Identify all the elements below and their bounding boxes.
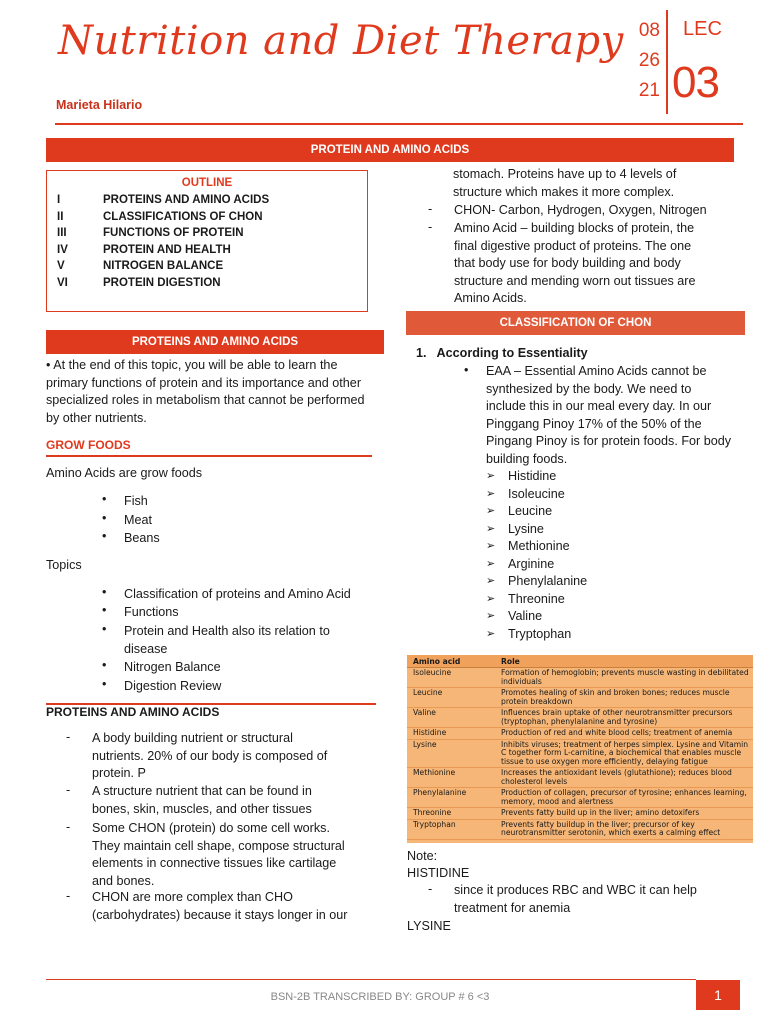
list-item-text: Functions xyxy=(124,605,179,619)
lecture-label: LEC xyxy=(683,18,722,40)
table-header: Role xyxy=(495,655,753,668)
outline-box xyxy=(46,170,368,312)
table-cell: Isoleucine xyxy=(407,668,495,688)
list-item-text: Phenylalanine xyxy=(508,574,588,588)
table-row xyxy=(407,708,753,728)
outline-item-number: VI xyxy=(57,276,68,289)
table-cell: Inhibits viruses; treatment of herpes simplex. Lysine and Vitamin C together form L-carnitine, a biochemical that enables muscle tissue to use oxygen more efficiently, delaying fatigue xyxy=(495,739,753,768)
outline-item-number: V xyxy=(57,260,65,272)
table-header-row xyxy=(407,655,753,668)
table-cell: Production of collagen, precursor of tyrosine; enhances learning, memory, mood and alertness xyxy=(495,788,753,808)
table-header: Amino acid xyxy=(407,655,495,668)
table-cell: Methionine xyxy=(407,768,495,788)
outline-item-text: PROTEIN AND HEALTH xyxy=(103,243,231,256)
table-row xyxy=(407,728,753,740)
table-cell: Prevents fatty buildup in the liver; precursor of key neurotransmitter serotonin, which exerts a calming effect xyxy=(495,819,753,839)
list-item-text: Some CHON (protein) do some cell works. They maintain cell shape, compose structural elements in connective tissues like cartilage and bones. xyxy=(92,821,345,888)
outline-item-text: FUNCTIONS OF PROTEIN xyxy=(103,227,244,239)
table-cell: Formation of hemoglobin; prevents muscle wasting in debilitated individuals xyxy=(495,668,753,688)
note-label: Note: xyxy=(407,849,438,863)
list-item-text: Lysine xyxy=(508,522,544,536)
list-item-text: Tryptophan xyxy=(508,627,572,641)
list-item-text: Leucine xyxy=(508,504,553,518)
outline-item-text: PROTEIN DIGESTION xyxy=(103,276,221,289)
list-item-text: Nitrogen Balance xyxy=(124,660,221,674)
table-cell: Histidine xyxy=(407,728,495,740)
outline-item-text: CLASSIFICATIONS OF CHON xyxy=(103,210,263,223)
outline-item-number: IV xyxy=(57,243,68,256)
footer-rule xyxy=(46,979,696,980)
list-item-text: Protein and Health also its relation to disease xyxy=(124,624,330,656)
intro-paragraph: • At the end of this topic, you will be able to learn the primary functions of protein and its importance and other specialized roles in metabolism that cannot be performed by other nutrients. xyxy=(46,358,365,425)
outline-title: OUTLINE xyxy=(181,177,233,189)
outline-item-number: I xyxy=(57,194,61,206)
outline-item-number: III xyxy=(57,227,67,239)
table-row xyxy=(407,768,753,788)
table-cell: Tryptophan xyxy=(407,819,495,839)
date-year: 21 xyxy=(638,80,660,101)
outline-item xyxy=(47,258,367,275)
outline-item xyxy=(47,242,367,259)
list-item-text: Amino Acid – building blocks of protein, the final digestive product of proteins. The one that body use for body building and body structure and mending worn out tissues are Amino Acids. xyxy=(454,221,696,305)
table-row xyxy=(407,808,753,820)
grow-foods-text: Amino Acids are grow foods xyxy=(46,466,203,480)
continued-paragraph: stomach. Proteins have up to 4 levels of structure which makes it more complex. xyxy=(453,167,677,199)
lysine-label: LYSINE xyxy=(407,919,451,933)
outline-item xyxy=(47,209,367,226)
section-rule xyxy=(46,455,372,457)
list-item-text: A structure nutrient that can be found in bones, skin, muscles, and other tissues xyxy=(92,784,312,816)
list-item-text: Classification of proteins and Amino Acid xyxy=(124,587,351,601)
amino-acid-role-table xyxy=(407,655,753,843)
topics-label: Topics xyxy=(46,558,82,572)
table-cell: Promotes healing of skin and broken bones; reduces muscle protein breakdown xyxy=(495,688,753,708)
lecture-number: 03 xyxy=(672,58,719,107)
outline-item xyxy=(47,225,367,242)
outline-item xyxy=(47,192,367,209)
footer-text: BSN-2B TRANSCRIBED BY: GROUP # 6 <3 xyxy=(270,991,490,1003)
table-row xyxy=(407,788,753,808)
outline-item-number: II xyxy=(57,210,64,223)
document-title: Nutrition and Diet Therapy xyxy=(58,18,624,64)
outline-item-text: PROTEINS AND AMINO ACIDS xyxy=(103,194,270,206)
outline-item-text: NITROGEN BALANCE xyxy=(103,260,224,272)
list-item-text: Fish xyxy=(124,494,148,508)
paa-heading: PROTEINS AND AMINO ACIDS xyxy=(46,705,220,719)
numbered-heading: 1. According to Essentiality xyxy=(416,346,588,360)
date-day: 26 xyxy=(638,50,660,71)
grow-foods-heading: GROW FOODS xyxy=(46,438,131,452)
list-item-text: Arginine xyxy=(508,557,555,571)
table-cell: Prevents fatty build up in the liver; amino detoxifers xyxy=(495,808,753,820)
header-rule xyxy=(55,123,743,125)
header-divider xyxy=(666,10,668,114)
list-item-text: Digestion Review xyxy=(124,679,222,693)
list-item-text: Histidine xyxy=(508,469,557,483)
author-name: Marieta Hilario xyxy=(56,98,143,112)
table-row xyxy=(407,668,753,688)
page-number: 1 xyxy=(696,980,740,1010)
date-month: 08 xyxy=(638,20,660,41)
date-column xyxy=(618,16,660,106)
table-row xyxy=(407,819,753,839)
table-row xyxy=(407,688,753,708)
eaa-text: EAA – Essential Amino Acids cannot be synthesized by the body. We need to include this in our meal every day. In our Pinggang Pinoy 17% of the 50% of the Pingang Pinoy is for protein foods. For body building foods. xyxy=(486,364,732,466)
section-header-proteins: PROTEINS AND AMINO ACIDS xyxy=(46,330,384,354)
table-cell: Production of red and white blood cells; treatment of anemia xyxy=(495,728,753,740)
table-cell: Increases the antioxidant levels (glutathione); reduces blood cholesterol levels xyxy=(495,768,753,788)
table-cell: Valine xyxy=(407,708,495,728)
list-item-text: Methionine xyxy=(508,539,570,553)
list-item-text: A body building nutrient or structural nutrients. 20% of our body is composed of protein. P xyxy=(92,731,328,780)
histidine-label: HISTIDINE xyxy=(407,866,470,880)
table-cell: Leucine xyxy=(407,688,495,708)
table-cell: Lysine xyxy=(407,739,495,768)
section-rule xyxy=(46,703,376,705)
list-item-text: Valine xyxy=(508,609,543,623)
table-cell: Influences brain uptake of other neurotransmitter precursors (tryptophan, phenylalanine and tyrosine) xyxy=(495,708,753,728)
table-cell: Threonine xyxy=(407,808,495,820)
list-item-text: CHON- Carbon, Hydrogen, Oxygen, Nitrogen xyxy=(454,203,707,217)
list-item-text: Isoleucine xyxy=(508,487,565,501)
section-header-classification: CLASSIFICATION OF CHON xyxy=(406,311,745,335)
list-item-text: Beans xyxy=(124,531,160,545)
list-item-text: Meat xyxy=(124,513,152,527)
outline-item xyxy=(47,275,367,292)
topic-banner: PROTEIN AND AMINO ACIDS xyxy=(46,138,734,162)
table-cell: Phenylalanine xyxy=(407,788,495,808)
list-item-text: CHON are more complex than CHO (carbohydrates) because it stays longer in our xyxy=(92,890,348,922)
list-item-text: Threonine xyxy=(508,592,565,606)
table-row xyxy=(407,739,753,768)
list-item-text: since it produces RBC and WBC it can help treatment for anemia xyxy=(454,883,697,915)
